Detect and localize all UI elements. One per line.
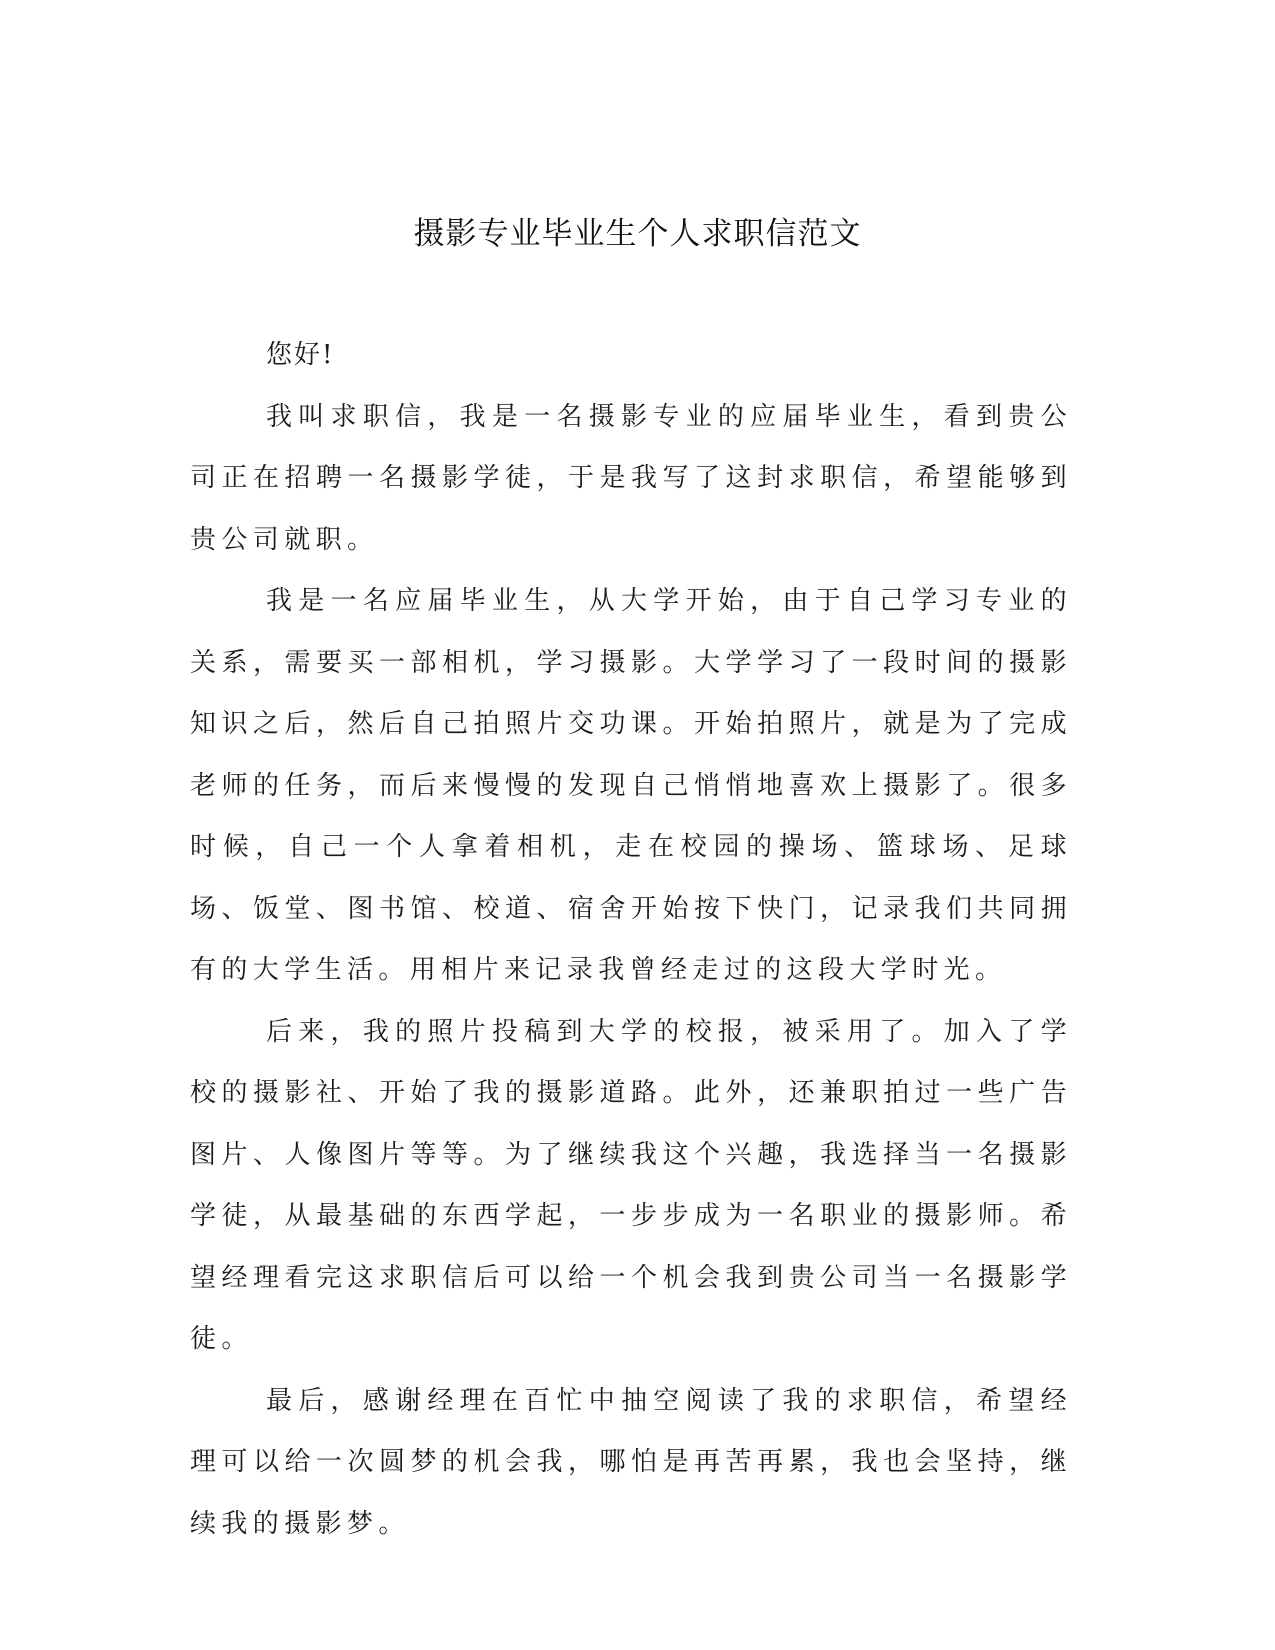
paragraph-1: 我叫求职信，我是一名摄影专业的应届毕业生，看到贵公司正在招聘一名摄影学徒，于是我写了这封求职信，希望能够到贵公司就职。	[190, 401, 1072, 555]
paragraph-4: 最后，感谢经理在百忙中抽空阅读了我的求职信，希望经理可以给一次圆梦的机会我，哪怕是再苦再累，我也会坚持，继续我的摄影梦。	[190, 1385, 1072, 1539]
document-body	[190, 325, 1072, 1555]
paragraph-2: 我是一名应届毕业生，从大学开始，由于自己学习专业的关系，需要买一部相机，学习摄影。大学学习了一段时间的摄影知识之后，然后自己拍照片交功课。开始拍照片，就是为了完成老师的任务，而后来慢慢的发现自己悄悄地喜欢上摄影了。很多时候，自己一个人拿着相机，走在校园的操场、篮球场、足球场、饭堂、图书馆、校道、宿舍开始按下快门，记录我们共同拥有的大学生活。用相片来记录我曾经走过的这段大学时光。	[190, 586, 1072, 985]
paragraph-3: 后来，我的照片投稿到大学的校报，被采用了。加入了学校的摄影社、开始了我的摄影道路。此外，还兼职拍过一些广告图片、人像图片等等。为了继续我这个兴趣，我选择当一名摄影学徒，从最基础的东西学起，一步步成为一名职业的摄影师。希望经理看完这求职信后可以给一个机会我到贵公司当一名摄影学徒。	[190, 1016, 1072, 1354]
greeting: 您好!	[266, 340, 335, 370]
document-title: 摄影专业毕业生个人求职信范文	[413, 216, 862, 252]
